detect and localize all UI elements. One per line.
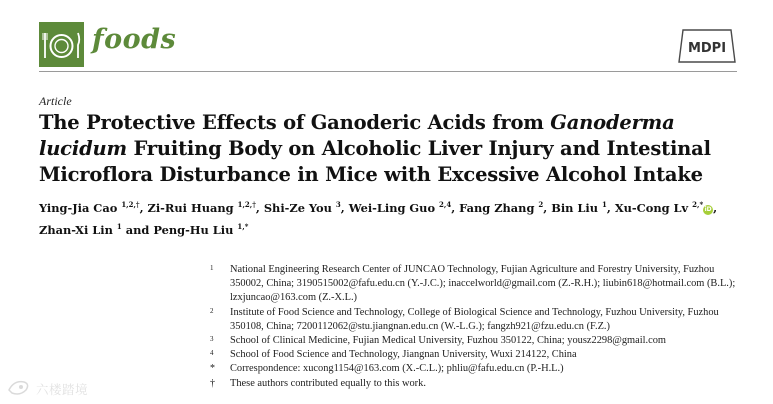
article-title [39, 110, 739, 188]
affiliation-text: National Engineering Research Center of JUNCAO Technology, Fujian Agriculture and Forestry University, Fuzhou 350002, China; 3190515002@fafu.edu.cn (Y.-J.C.); inaccelworld@gmail.com (Z.-R.H.); liubin618@hotmail.com (B.L.); lzxjuncao@163.com (Z.-X.L.) [230, 264, 736, 304]
author[interactable] [39, 201, 140, 215]
title-part-2: Fruiting Body on Alcoholic Liver Injury and Intestinal Microflora Disturbance in Mice with Excessive Alcohol Intake [39, 137, 711, 186]
plate-fork-knife-icon [39, 22, 84, 67]
author-name: Wei-Ling Guo [348, 201, 436, 215]
author[interactable] [349, 201, 451, 215]
author[interactable] [264, 201, 341, 215]
title-species-name: Ganoderma lucidum [39, 111, 675, 160]
watermark [6, 376, 111, 398]
author-affiliation-marks: 2,* [692, 200, 704, 209]
affiliation-marker: 1 [210, 264, 214, 272]
author-separator: , [713, 201, 718, 215]
author-list [39, 197, 739, 241]
author-separator: , [451, 201, 460, 215]
author-affiliation-marks: 1,* [237, 222, 249, 231]
author-separator: , [255, 201, 264, 215]
author-name: Bin Liu [551, 201, 599, 215]
author-separator: , [340, 201, 349, 215]
affiliation-marker: 3 [210, 335, 214, 344]
author-separator: , [543, 201, 552, 215]
affiliation-item [210, 348, 740, 362]
affiliation-marker: † [210, 377, 215, 389]
author-name: Zi-Rui Huang [147, 201, 234, 215]
affiliation-list [210, 263, 740, 391]
journal-header [39, 20, 737, 72]
author-separator: and [121, 223, 154, 237]
affiliation-marker: 4 [210, 349, 214, 358]
affiliation-text: Institute of Food Science and Technology, College of Biological Science and Technology, Fuzhou University, Fuzhou 350108, China; 7200112062@stu.jiangnan.edu.cn (W.-L.G.); fangzh921@fzu.edu.cn (F.Z.) [230, 306, 719, 332]
affiliation-item [210, 362, 740, 376]
orcid-icon[interactable]: iD [704, 206, 712, 213]
affiliation-marker: 2 [210, 306, 214, 315]
author-name: Shi-Ze You [263, 201, 332, 215]
header-divider [39, 71, 737, 72]
author-separator: , [139, 201, 148, 215]
author-name: Zhan-Xi Lin [39, 223, 113, 237]
author[interactable] [459, 201, 543, 215]
affiliation-item [210, 334, 740, 348]
author[interactable] [39, 223, 122, 237]
author[interactable] [615, 201, 703, 215]
author-name: Xu-Cong Lv [614, 201, 689, 215]
affiliation-marker: * [210, 363, 215, 375]
affiliation-text: School of Food Science and Technology, Jiangnan University, Wuxi 214122, China [230, 349, 577, 361]
affiliation-item [210, 306, 740, 334]
affiliation-item [210, 263, 740, 306]
affiliation-text: School of Clinical Medicine, Fujian Medical University, Fuzhou 350122, China; yousz2298@gmail.com [230, 335, 667, 347]
author[interactable] [153, 223, 248, 237]
author-name: Fang Zhang [459, 201, 535, 215]
author-affiliation-marks: 1 [602, 200, 607, 209]
mdpi-logo [677, 28, 737, 64]
author-affiliation-marks: 2 [538, 200, 544, 209]
author-name: Peng-Hu Liu [153, 223, 234, 237]
publisher-logo-text: MDPI [687, 41, 727, 56]
author-separator: , [606, 201, 615, 215]
watermark-logo-icon [6, 376, 32, 398]
author-affiliation-marks: 1,2,† [121, 200, 140, 209]
author-affiliation-marks: 1,2,† [237, 200, 256, 209]
author-name: Ying-Jia Cao [39, 201, 118, 215]
author-affiliation-marks: 3 [335, 200, 341, 209]
affiliation-item [210, 377, 740, 391]
author-affiliation-marks: 2,4 [439, 200, 452, 209]
watermark-text: 六楼踏境 [36, 382, 89, 397]
author[interactable] [148, 201, 256, 215]
author-affiliation-marks: 1 [116, 222, 122, 231]
article-type: Article [39, 94, 72, 108]
title-part-1: The Protective Effects of Ganoderic Acids from [39, 111, 551, 134]
affiliation-text: These authors contributed equally to this work. [230, 377, 426, 389]
author[interactable] [551, 201, 607, 215]
journal-name: foods [92, 24, 177, 55]
affiliation-text: Correspondence: xucong1154@163.com (X.-C.L.); phliu@fafu.edu.cn (P.-H.L.) [230, 363, 564, 375]
